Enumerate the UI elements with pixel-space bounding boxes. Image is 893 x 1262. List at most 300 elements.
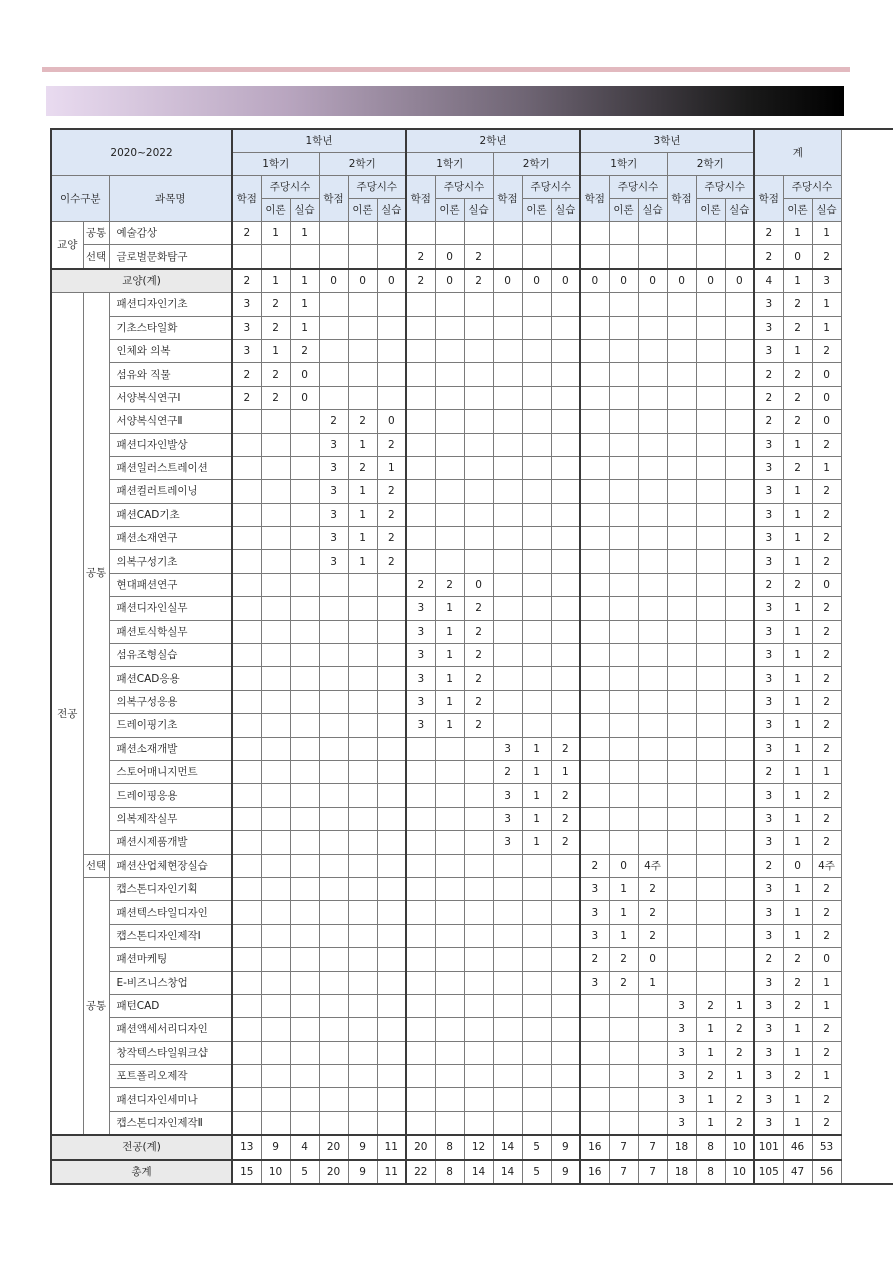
value-cell xyxy=(290,573,319,596)
value-cell xyxy=(696,386,725,409)
course-name: 포트폴리오제작 xyxy=(109,1065,232,1088)
value-cell xyxy=(464,1018,493,1041)
value-cell xyxy=(493,480,522,503)
value-cell xyxy=(725,784,754,807)
value-cell xyxy=(638,1065,667,1088)
total-cell: 3 xyxy=(754,456,783,479)
value-cell xyxy=(551,690,580,713)
subgroup-common: 공통 xyxy=(83,877,109,1135)
value-cell xyxy=(290,620,319,643)
value-cell: 1 xyxy=(435,620,464,643)
value-cell xyxy=(638,245,667,269)
value-cell xyxy=(406,222,435,245)
grand-total-row xyxy=(51,1160,893,1184)
value-cell: 4주 xyxy=(638,854,667,877)
value-cell xyxy=(232,924,261,947)
value-cell xyxy=(319,339,348,362)
value-cell xyxy=(232,527,261,550)
table-row xyxy=(51,1111,893,1135)
total-cell: 2 xyxy=(812,1018,841,1041)
value-cell xyxy=(319,901,348,924)
value-cell: 2 xyxy=(232,269,261,293)
value-cell xyxy=(696,644,725,667)
course-name: 패션텍스타일디자인 xyxy=(109,901,232,924)
value-cell: 1 xyxy=(348,503,377,526)
year-2-label: 2학년 xyxy=(406,129,580,153)
value-cell xyxy=(348,971,377,994)
value-cell xyxy=(696,760,725,783)
value-cell xyxy=(638,550,667,573)
total-cell: 1 xyxy=(783,527,812,550)
value-cell xyxy=(261,831,290,854)
value-cell xyxy=(609,503,638,526)
value-cell xyxy=(290,760,319,783)
value-cell xyxy=(493,1065,522,1088)
total-cell: 1 xyxy=(783,480,812,503)
value-cell xyxy=(261,971,290,994)
header-row-columns xyxy=(51,176,893,199)
value-cell xyxy=(580,316,609,339)
value-cell xyxy=(638,293,667,316)
table-row xyxy=(51,924,893,947)
value-cell: 0 xyxy=(493,269,522,293)
total-cell: 2 xyxy=(812,784,841,807)
value-cell: 3 xyxy=(319,480,348,503)
value-cell xyxy=(261,1065,290,1088)
credit-header: 학점 xyxy=(580,176,609,222)
value-cell: 2 xyxy=(406,269,435,293)
value-cell xyxy=(580,1018,609,1041)
value-cell xyxy=(406,760,435,783)
credit-header: 학점 xyxy=(319,176,348,222)
value-cell xyxy=(725,410,754,433)
value-cell xyxy=(261,527,290,550)
value-cell xyxy=(551,222,580,245)
total-cell: 3 xyxy=(754,667,783,690)
value-cell xyxy=(638,1041,667,1064)
value-cell: 2 xyxy=(261,363,290,386)
value-cell xyxy=(493,293,522,316)
value-cell xyxy=(290,503,319,526)
value-cell: 2 xyxy=(290,339,319,362)
value-cell xyxy=(348,854,377,877)
theory-header: 이론 xyxy=(348,199,377,222)
table-row xyxy=(51,854,893,877)
value-cell xyxy=(435,550,464,573)
value-cell xyxy=(696,714,725,737)
total-cell: 3 xyxy=(754,1018,783,1041)
value-cell: 1 xyxy=(522,831,551,854)
value-cell xyxy=(290,854,319,877)
value-cell: 3 xyxy=(406,620,435,643)
value-cell xyxy=(377,924,406,947)
value-cell xyxy=(638,737,667,760)
value-cell xyxy=(638,503,667,526)
total-cell: 56 xyxy=(812,1160,841,1184)
total-cell: 2 xyxy=(754,760,783,783)
value-cell: 1 xyxy=(435,644,464,667)
value-cell: 1 xyxy=(435,690,464,713)
category-header: 이수구분 xyxy=(51,176,109,222)
value-cell xyxy=(580,994,609,1017)
value-cell xyxy=(290,550,319,573)
value-cell xyxy=(406,456,435,479)
total-cell: 3 xyxy=(754,807,783,830)
value-cell xyxy=(406,737,435,760)
value-cell xyxy=(551,901,580,924)
value-cell xyxy=(609,527,638,550)
value-cell: 10 xyxy=(261,1160,290,1184)
value-cell xyxy=(464,1065,493,1088)
value-cell xyxy=(435,222,464,245)
value-cell xyxy=(493,386,522,409)
value-cell: 2 xyxy=(638,901,667,924)
value-cell xyxy=(551,924,580,947)
value-cell xyxy=(348,293,377,316)
value-cell xyxy=(667,339,696,362)
value-cell xyxy=(638,807,667,830)
total-cell: 3 xyxy=(754,433,783,456)
table-row xyxy=(51,550,893,573)
total-cell: 2 xyxy=(812,245,841,269)
value-cell xyxy=(522,1088,551,1111)
value-cell xyxy=(493,456,522,479)
value-cell: 1 xyxy=(725,1065,754,1088)
value-cell xyxy=(696,948,725,971)
value-cell xyxy=(464,807,493,830)
value-cell xyxy=(319,573,348,596)
value-cell xyxy=(696,831,725,854)
value-cell: 2 xyxy=(377,433,406,456)
course-name: 인체와 의복 xyxy=(109,339,232,362)
value-cell: 2 xyxy=(261,293,290,316)
value-cell xyxy=(232,1111,261,1135)
value-cell xyxy=(261,410,290,433)
value-cell xyxy=(261,994,290,1017)
value-cell xyxy=(406,550,435,573)
value-cell xyxy=(493,363,522,386)
value-cell xyxy=(464,410,493,433)
value-cell xyxy=(522,480,551,503)
value-cell xyxy=(696,924,725,947)
total-cell: 3 xyxy=(754,1111,783,1135)
value-cell xyxy=(696,667,725,690)
total-cell: 3 xyxy=(754,620,783,643)
value-cell xyxy=(725,971,754,994)
value-cell xyxy=(464,901,493,924)
value-cell xyxy=(232,1065,261,1088)
value-cell: 1 xyxy=(348,480,377,503)
value-cell xyxy=(725,222,754,245)
value-cell xyxy=(261,737,290,760)
total-cell: 3 xyxy=(754,1088,783,1111)
value-cell xyxy=(725,854,754,877)
value-cell xyxy=(232,456,261,479)
course-name: 패턴CAD xyxy=(109,994,232,1017)
value-cell xyxy=(435,1018,464,1041)
value-cell xyxy=(348,924,377,947)
value-cell xyxy=(319,1111,348,1135)
value-cell xyxy=(696,410,725,433)
value-cell: 7 xyxy=(638,1135,667,1159)
value-cell xyxy=(261,620,290,643)
subgroup-elective: 선택 xyxy=(83,854,109,877)
table-row xyxy=(51,760,893,783)
value-cell xyxy=(435,410,464,433)
value-cell xyxy=(319,597,348,620)
table-row xyxy=(51,456,893,479)
value-cell xyxy=(232,597,261,620)
practice-header: 실습 xyxy=(725,199,754,222)
total-cell: 2 xyxy=(783,573,812,596)
value-cell xyxy=(319,784,348,807)
value-cell: 0 xyxy=(348,269,377,293)
value-cell xyxy=(464,527,493,550)
total-cell: 1 xyxy=(783,901,812,924)
total-cell: 2 xyxy=(812,620,841,643)
semester-label: 2학기 xyxy=(667,153,754,176)
value-cell xyxy=(377,620,406,643)
total-cell: 3 xyxy=(754,1041,783,1064)
total-cell: 2 xyxy=(754,363,783,386)
value-cell xyxy=(551,620,580,643)
value-cell xyxy=(348,807,377,830)
value-cell xyxy=(377,245,406,269)
total-cell: 3 xyxy=(754,293,783,316)
value-cell xyxy=(406,854,435,877)
value-cell xyxy=(319,667,348,690)
table-row xyxy=(51,644,893,667)
value-cell xyxy=(348,620,377,643)
value-cell: 3 xyxy=(667,1065,696,1088)
credit-header: 학점 xyxy=(754,176,783,222)
total-cell: 2 xyxy=(812,1111,841,1135)
value-cell xyxy=(551,1088,580,1111)
value-cell xyxy=(522,901,551,924)
total-cell: 53 xyxy=(812,1135,841,1159)
credit-header: 학점 xyxy=(406,176,435,222)
table-row xyxy=(51,386,893,409)
value-cell xyxy=(377,1111,406,1135)
value-cell: 0 xyxy=(609,269,638,293)
value-cell xyxy=(638,339,667,362)
value-cell xyxy=(261,690,290,713)
value-cell xyxy=(493,667,522,690)
value-cell: 10 xyxy=(725,1160,754,1184)
total-cell: 1 xyxy=(783,1111,812,1135)
value-cell: 3 xyxy=(493,831,522,854)
value-cell xyxy=(667,971,696,994)
value-cell xyxy=(580,245,609,269)
value-cell xyxy=(696,245,725,269)
total-cell: 3 xyxy=(754,901,783,924)
value-cell: 1 xyxy=(435,667,464,690)
value-cell xyxy=(493,971,522,994)
value-cell: 1 xyxy=(696,1018,725,1041)
total-cell: 2 xyxy=(812,1041,841,1064)
total-cell: 4주 xyxy=(812,854,841,877)
value-cell: 1 xyxy=(261,339,290,362)
value-cell xyxy=(319,994,348,1017)
value-cell xyxy=(261,573,290,596)
group-major: 전공 xyxy=(51,293,83,1136)
group-general: 교양 xyxy=(51,222,83,269)
table-row xyxy=(51,877,893,900)
value-cell xyxy=(609,410,638,433)
value-cell xyxy=(638,644,667,667)
total-cell: 2 xyxy=(812,339,841,362)
value-cell xyxy=(435,293,464,316)
value-cell xyxy=(638,597,667,620)
value-cell: 10 xyxy=(725,1135,754,1159)
value-cell: 3 xyxy=(580,924,609,947)
value-cell: 0 xyxy=(696,269,725,293)
value-cell xyxy=(725,433,754,456)
value-cell xyxy=(377,1088,406,1111)
table-row xyxy=(51,714,893,737)
semester-label: 1학기 xyxy=(232,153,319,176)
course-name: 패션시제품개발 xyxy=(109,831,232,854)
value-cell xyxy=(493,854,522,877)
value-cell: 2 xyxy=(696,1065,725,1088)
course-name: 캡스톤디자인기획 xyxy=(109,877,232,900)
value-cell xyxy=(464,363,493,386)
value-cell xyxy=(580,620,609,643)
total-cell: 0 xyxy=(812,386,841,409)
value-cell xyxy=(609,784,638,807)
value-cell xyxy=(638,433,667,456)
value-cell xyxy=(725,714,754,737)
total-cell: 3 xyxy=(754,550,783,573)
value-cell xyxy=(667,363,696,386)
semester-label: 2학기 xyxy=(319,153,406,176)
value-cell xyxy=(638,363,667,386)
value-cell xyxy=(464,948,493,971)
value-cell xyxy=(464,877,493,900)
course-name: 패션디자인발상 xyxy=(109,433,232,456)
value-cell xyxy=(290,527,319,550)
value-cell xyxy=(348,1065,377,1088)
value-cell xyxy=(406,503,435,526)
credit-header: 학점 xyxy=(493,176,522,222)
value-cell xyxy=(348,714,377,737)
value-cell xyxy=(522,456,551,479)
value-cell xyxy=(551,1018,580,1041)
value-cell xyxy=(725,760,754,783)
value-cell xyxy=(667,901,696,924)
value-cell xyxy=(609,644,638,667)
value-cell: 2 xyxy=(377,527,406,550)
value-cell xyxy=(522,1018,551,1041)
value-cell: 1 xyxy=(609,924,638,947)
value-cell: 11 xyxy=(377,1160,406,1184)
value-cell: 3 xyxy=(406,644,435,667)
value-cell xyxy=(348,667,377,690)
value-cell xyxy=(464,433,493,456)
total-cell: 1 xyxy=(812,994,841,1017)
value-cell xyxy=(406,994,435,1017)
value-cell xyxy=(406,386,435,409)
value-cell xyxy=(667,807,696,830)
value-cell xyxy=(667,620,696,643)
total-cell: 2 xyxy=(812,1088,841,1111)
value-cell xyxy=(406,363,435,386)
table-row xyxy=(51,667,893,690)
value-cell xyxy=(232,948,261,971)
value-cell xyxy=(696,456,725,479)
table-row xyxy=(51,784,893,807)
value-cell xyxy=(638,410,667,433)
value-cell: 20 xyxy=(319,1160,348,1184)
value-cell: 2 xyxy=(580,948,609,971)
value-cell: 1 xyxy=(290,269,319,293)
value-cell xyxy=(725,948,754,971)
value-cell xyxy=(319,971,348,994)
value-cell: 1 xyxy=(348,527,377,550)
value-cell xyxy=(609,760,638,783)
total-cell: 1 xyxy=(783,503,812,526)
total-cell: 3 xyxy=(754,924,783,947)
value-cell xyxy=(348,339,377,362)
value-cell xyxy=(609,1041,638,1064)
value-cell: 1 xyxy=(348,433,377,456)
value-cell xyxy=(551,363,580,386)
table-row xyxy=(51,901,893,924)
value-cell xyxy=(377,386,406,409)
value-cell xyxy=(609,807,638,830)
total-cell: 1 xyxy=(783,433,812,456)
value-cell xyxy=(435,433,464,456)
value-cell xyxy=(464,293,493,316)
value-cell xyxy=(435,1041,464,1064)
value-cell: 7 xyxy=(638,1160,667,1184)
value-cell xyxy=(609,1111,638,1135)
value-cell xyxy=(232,480,261,503)
table-row xyxy=(51,1018,893,1041)
value-cell xyxy=(551,667,580,690)
total-cell: 3 xyxy=(754,339,783,362)
total-cell: 0 xyxy=(812,363,841,386)
value-cell: 3 xyxy=(319,456,348,479)
value-cell: 1 xyxy=(696,1041,725,1064)
value-cell xyxy=(232,994,261,1017)
value-cell xyxy=(696,222,725,245)
value-cell xyxy=(348,784,377,807)
value-cell xyxy=(435,527,464,550)
table-row xyxy=(51,480,893,503)
value-cell: 2 xyxy=(377,503,406,526)
value-cell: 3 xyxy=(232,316,261,339)
value-cell xyxy=(725,807,754,830)
value-cell: 0 xyxy=(638,269,667,293)
value-cell xyxy=(232,433,261,456)
value-cell xyxy=(232,737,261,760)
value-cell xyxy=(464,737,493,760)
course-name: 의복제작실무 xyxy=(109,807,232,830)
value-cell xyxy=(551,245,580,269)
value-cell xyxy=(290,456,319,479)
value-cell xyxy=(551,410,580,433)
value-cell xyxy=(725,316,754,339)
value-cell xyxy=(261,760,290,783)
value-cell xyxy=(638,316,667,339)
total-cell: 1 xyxy=(812,456,841,479)
value-cell: 3 xyxy=(667,1041,696,1064)
total-cell: 1 xyxy=(783,339,812,362)
value-cell xyxy=(638,456,667,479)
value-cell xyxy=(551,386,580,409)
value-cell xyxy=(725,363,754,386)
